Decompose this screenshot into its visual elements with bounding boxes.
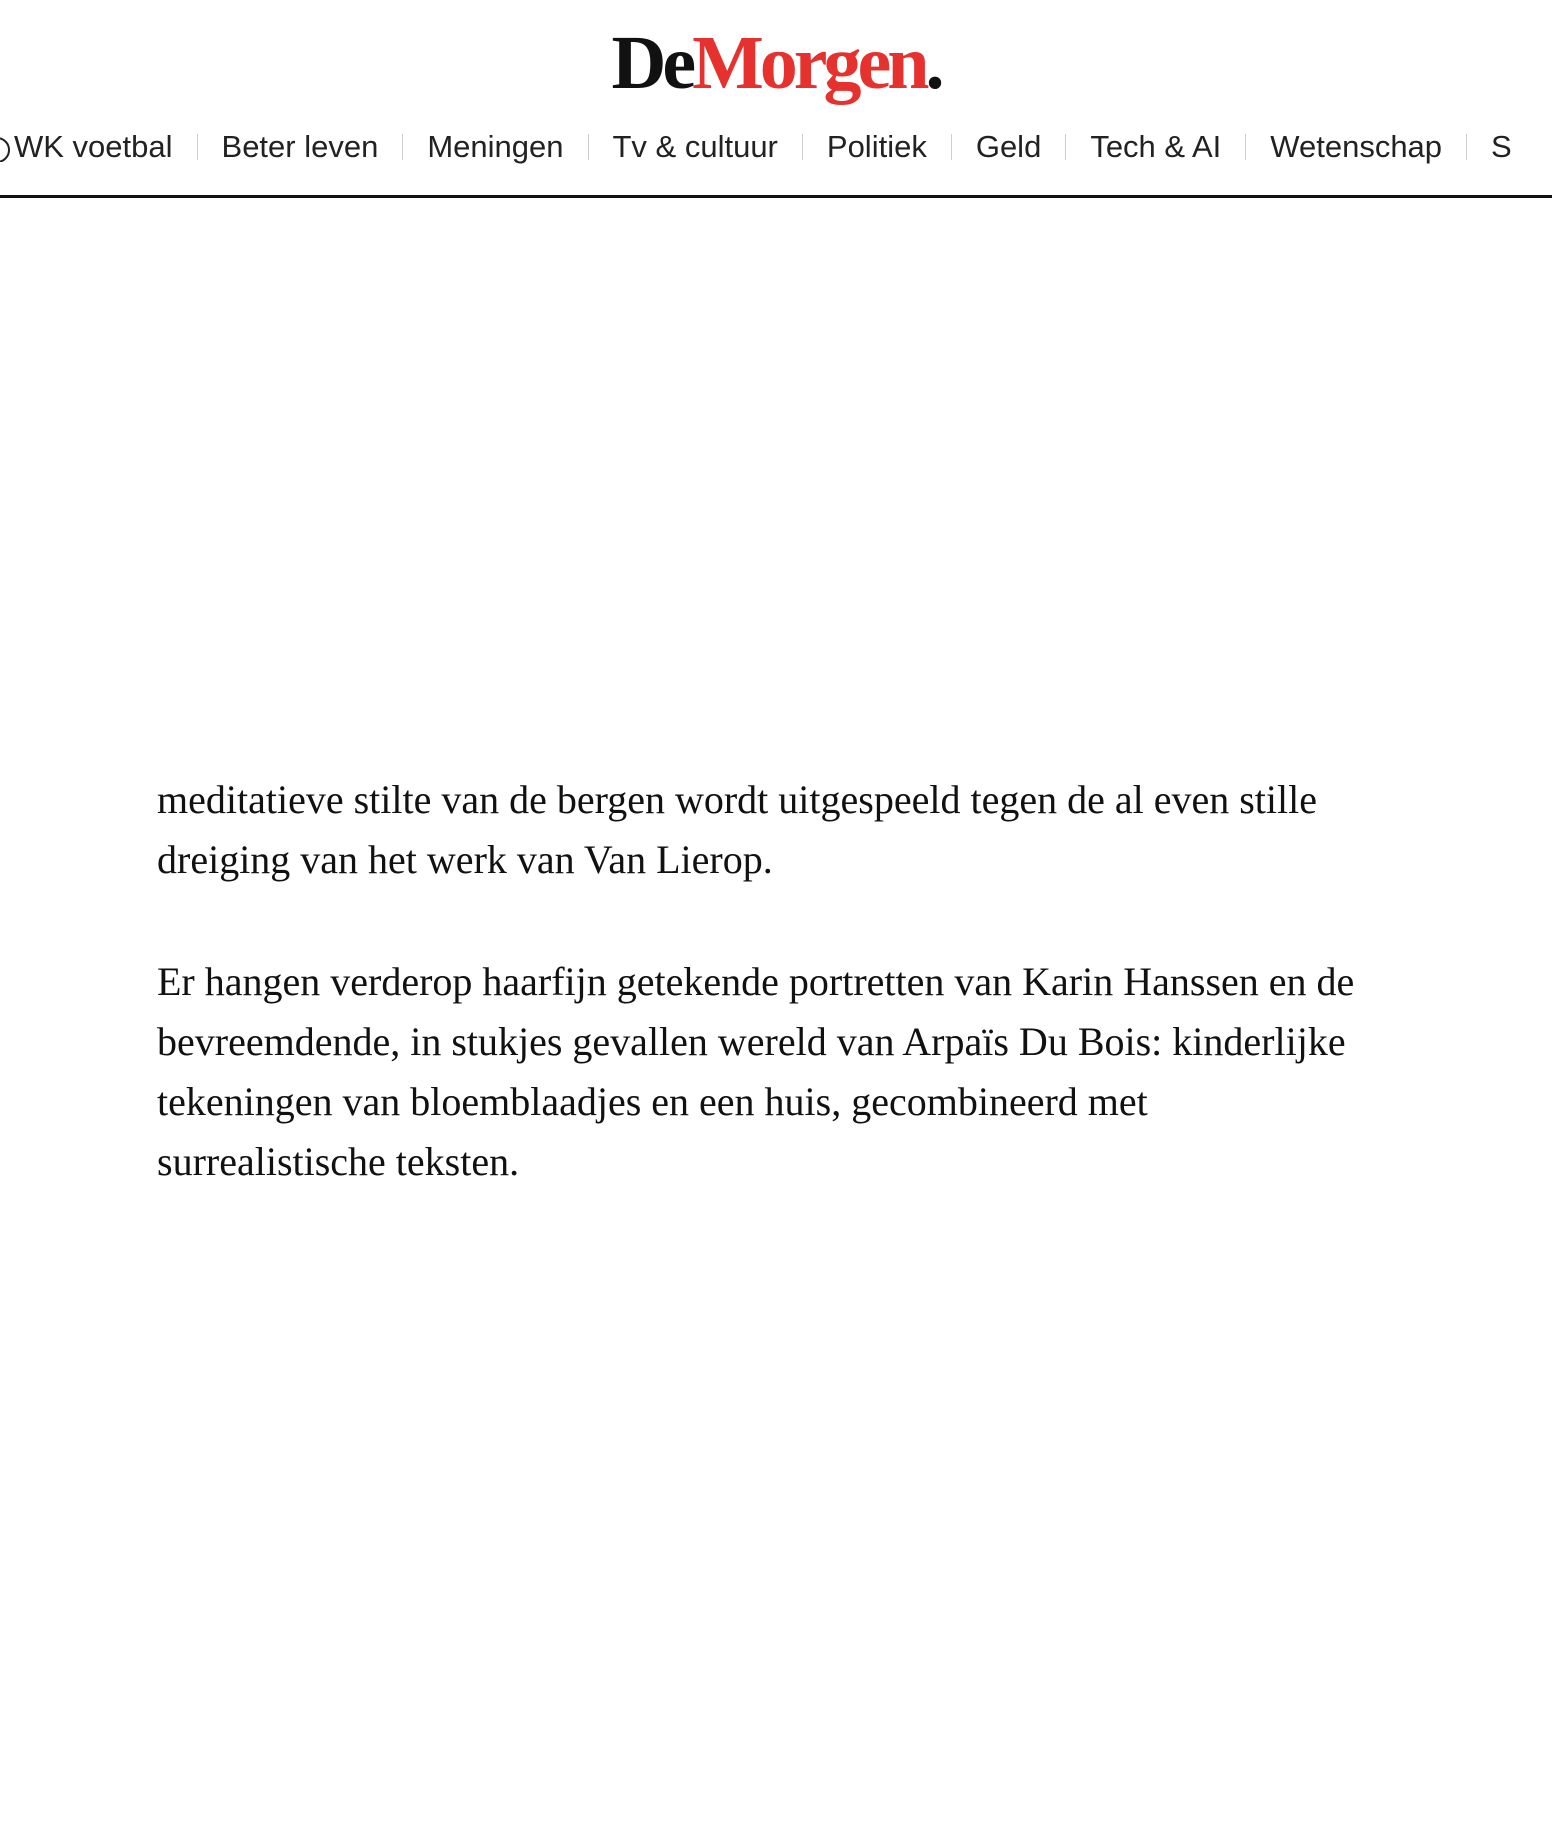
- nav-item-beter-leven[interactable]: Beter leven: [221, 129, 379, 164]
- nav-item-geld[interactable]: Geld: [975, 129, 1042, 164]
- nav-item-wk-voetbal[interactable]: [0, 122, 197, 172]
- nav-item-wetenschap[interactable]: Wetenschap: [1270, 129, 1443, 164]
- nav-item-label: WK voetbal: [14, 129, 173, 164]
- soccer-ball-icon: [0, 136, 10, 162]
- article-paragraph: meditatieve stilte van de bergen wordt uitgespeeld tegen de al even stille dreiging van het werk van Van Lierop.: [157, 777, 1317, 882]
- article-body: [157, 770, 1357, 1254]
- nav-item-politiek[interactable]: Politiek: [826, 129, 927, 164]
- site-logo[interactable]: [0, 18, 1552, 108]
- logo-text-de: De: [611, 21, 693, 105]
- logo-dot: .: [925, 21, 941, 105]
- main-navigation: [0, 122, 1536, 172]
- nav-item-tv-cultuur[interactable]: Tv & cultuur: [612, 129, 778, 164]
- nav-item-tech-ai[interactable]: Tech & AI: [1090, 129, 1222, 164]
- article-paragraph: Er hangen verderop haarfijn getekende portretten van Karin Hanssen en de bevreemdende, in stukjes gevallen wereld van Arpaïs Du Bois: kinderlijke tekeningen van bloemblaadjes en een huis, gecombineerd met surrealistische teksten.: [157, 959, 1355, 1184]
- nav-item-truncated[interactable]: S: [1491, 129, 1512, 164]
- site-header: [0, 0, 1552, 198]
- nav-item-meningen[interactable]: Meningen: [427, 129, 564, 164]
- logo-text-morgen: Morgen: [692, 21, 926, 105]
